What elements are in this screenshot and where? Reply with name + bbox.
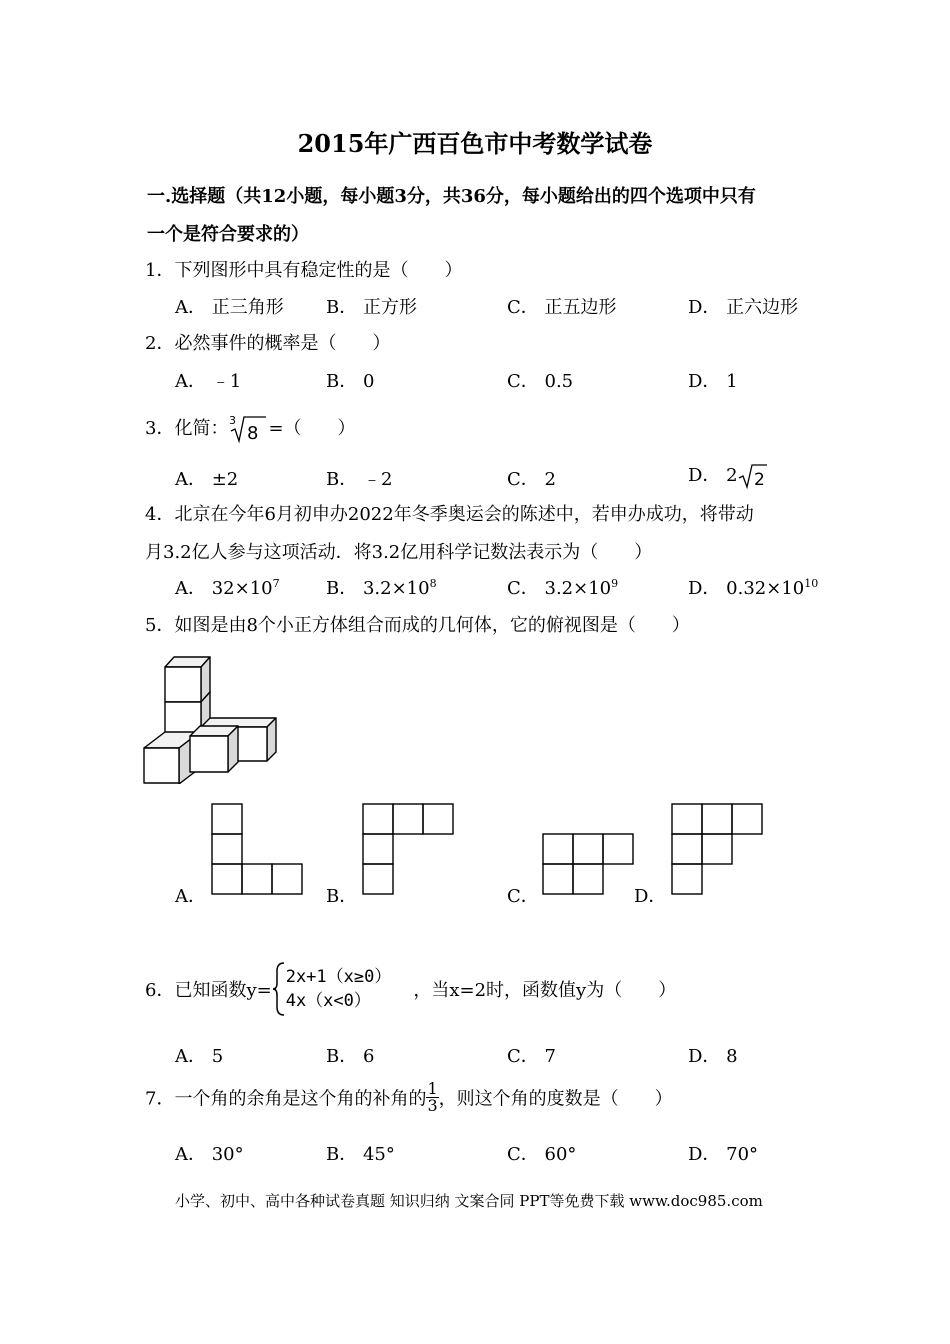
root-index: 3	[229, 414, 237, 427]
q5-option-b-grid	[362, 803, 454, 896]
piecewise-case-2: 4x（x<0）	[285, 991, 371, 1011]
q2-option-a: A． ﹣1	[175, 371, 242, 392]
page-footer: 小学、初中、高中各种试卷真题 知识归纳 文案合同 PPT等免费下载 www.doc985.com	[175, 1192, 763, 1210]
section-heading-line1: 一.选择题（共12小题，每小题3分，共36分，每小题给出的四个选项中只有	[147, 186, 756, 207]
sqrt-radicand: 2	[753, 470, 765, 490]
q6-option-c: C． 7	[507, 1046, 556, 1067]
q7-option-a: A． 30°	[175, 1144, 244, 1165]
q5-option-b-label: B．	[326, 886, 358, 907]
q2-option-c: C． 0.5	[507, 371, 574, 392]
q5-option-c-label: C．	[507, 886, 539, 907]
q7-option-d: D． 70°	[688, 1144, 759, 1165]
fraction-one-third	[426, 1081, 438, 1114]
q1-option-d: D． 正六边形	[688, 297, 799, 318]
q5-option-c-grid	[542, 833, 634, 896]
q4-option-b: B． $3.2\times 10^8$	[326, 577, 437, 599]
q3-stem	[145, 414, 356, 444]
fraction-numerator: 1	[427, 1079, 438, 1098]
q7-option-b: B． 45°	[326, 1144, 395, 1165]
q4-stem-line1: 4．北京在今年6月初申办2022年冬季奥运会的陈述中，若申办成功，将带动	[145, 504, 754, 525]
page-title: 2015年广西百色市中考数学试卷	[297, 129, 653, 158]
q2-option-d: D． 1	[688, 371, 738, 392]
q7-stem	[145, 1081, 673, 1114]
q6-stem-suffix: ，当x=2时，函数值y为（ ）	[413, 980, 677, 1001]
q6-option-b: B． 6	[326, 1046, 375, 1067]
q1-option-a: A． 正三角形	[175, 297, 284, 318]
q1-stem: 1．下列图形中具有稳定性的是（ ）	[145, 260, 463, 281]
q3-stem-prefix: 3．化简：	[145, 418, 229, 439]
q5-option-a-grid	[211, 803, 303, 896]
q6-stem-prefix: 6．已知函数y=	[145, 980, 272, 1001]
q5-solid-figure	[140, 652, 282, 784]
q7-stem-suffix: ，则这个角的度数是（ ）	[438, 1088, 673, 1110]
q3-option-d-prefix: D． 2	[688, 465, 738, 486]
section-heading-line2: 一个是符合要求的）	[147, 224, 309, 245]
q5-option-d-grid	[671, 803, 763, 896]
q7-stem-prefix: 7．一个角的余角是这个角的补角的	[145, 1088, 427, 1110]
fraction-denominator: 3	[427, 1096, 438, 1115]
piecewise-cases	[286, 965, 392, 1013]
q5-stem: 5．如图是由8个小正方体组合而成的几何体，它的俯视图是（ ）	[145, 615, 690, 636]
q7-option-c: C． 60°	[507, 1144, 577, 1165]
cube-root-expression	[228, 414, 268, 444]
q1-option-c: C． 正五边形	[507, 297, 617, 318]
q6-option-a: A． 5	[175, 1046, 224, 1067]
q6-option-d: D． 8	[688, 1046, 738, 1067]
q3-option-c: C． 2	[507, 469, 556, 490]
q2-stem: 2．必然事件的概率是（ ）	[145, 333, 391, 354]
q3-option-b: B． ﹣2	[326, 469, 393, 490]
radicand: 8	[247, 423, 259, 444]
q1-option-b: B． 正方形	[326, 297, 417, 318]
q3-option-d	[688, 461, 768, 489]
q5-option-a-label: A．	[175, 886, 206, 907]
q6-stem	[145, 961, 676, 1017]
q4-option-c: C． $3.2\times 10^9$	[507, 577, 619, 599]
q2-option-b: B． 0	[326, 371, 375, 392]
sqrt-symbol	[738, 463, 768, 489]
q3-stem-suffix: =（ ）	[268, 418, 356, 439]
q4-option-d: D． $0.32\times 10^{10}$	[688, 577, 819, 599]
q4-stem-line2: 月3.2亿人参与这项活动．将3.2亿用科学记数法表示为（ ）	[145, 542, 653, 563]
q5-option-d-label: D．	[634, 886, 667, 907]
q4-option-a: A． $32\times 10^7$	[175, 577, 280, 599]
piecewise-case-1: 2x+1（x≥0）	[285, 967, 392, 987]
left-brace	[272, 961, 286, 1017]
q3-option-a: A． ±2	[175, 469, 239, 490]
